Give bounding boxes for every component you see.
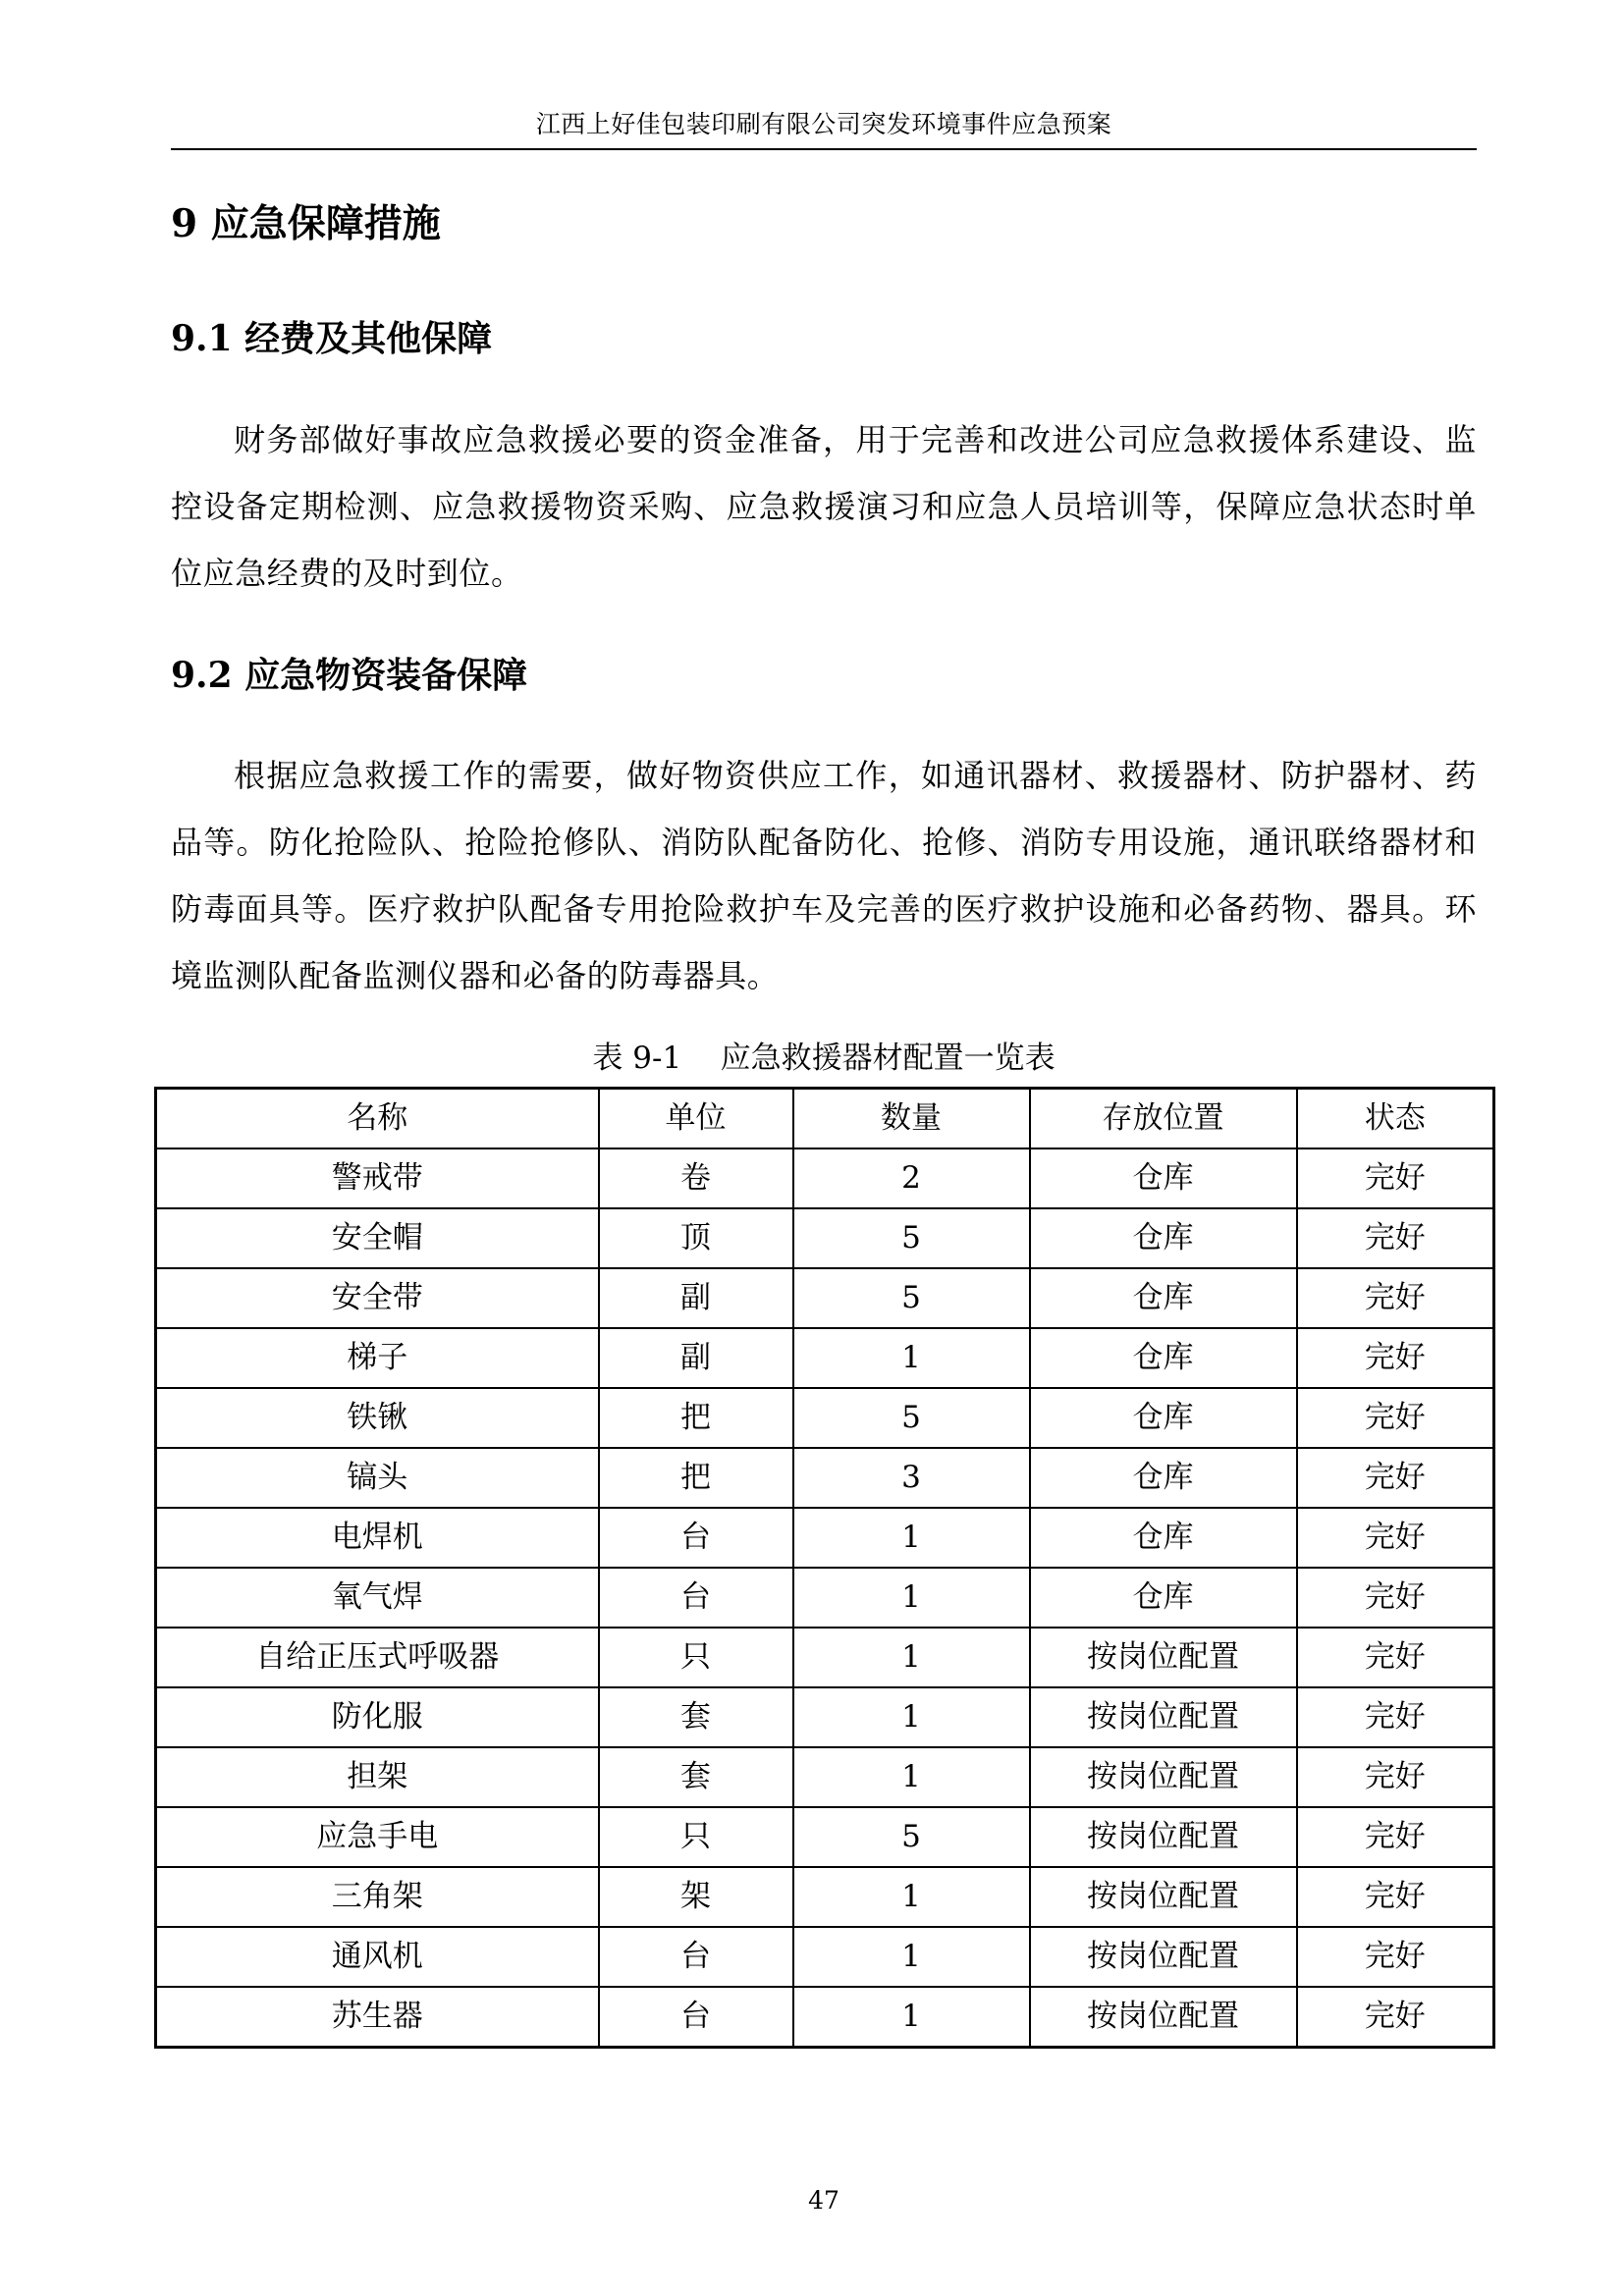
cell-status: 完好 (1297, 1388, 1494, 1448)
cell-location: 按岗位配置 (1030, 1807, 1297, 1867)
cell-quantity: 1 (793, 1687, 1030, 1747)
cell-quantity: 1 (793, 1568, 1030, 1628)
cell-quantity: 1 (793, 1328, 1030, 1388)
table-row (156, 1268, 1494, 1328)
cell-location: 按岗位配置 (1030, 1867, 1297, 1927)
cell-status: 完好 (1297, 1987, 1494, 2048)
cell-name: 担架 (156, 1747, 599, 1807)
cell-unit: 台 (599, 1987, 793, 2048)
cell-name: 防化服 (156, 1687, 599, 1747)
cell-location: 按岗位配置 (1030, 1628, 1297, 1687)
cell-location: 仓库 (1030, 1268, 1297, 1328)
cell-name: 氧气焊 (156, 1568, 599, 1628)
column-header-unit: 单位 (599, 1089, 793, 1149)
cell-location: 按岗位配置 (1030, 1747, 1297, 1807)
cell-status: 完好 (1297, 1328, 1494, 1388)
table-row (156, 1448, 1494, 1508)
section-title: 9 应急保障措施 (171, 201, 441, 246)
table-caption: 表 9-1 应急救援器材配置一览表 (592, 1041, 1056, 1076)
cell-unit: 套 (599, 1687, 793, 1747)
table-row (156, 1508, 1494, 1568)
cell-quantity: 1 (793, 1508, 1030, 1568)
paragraph-funding: 财务部做好事故应急救援必要的资金准备，用于完善和改进公司应急救援体系建设、监控设备定期检测、应急救援物资采购、应急救援演习和应急人员培训等，保障应急状态时单位应急经费的及时到位。 (171, 421, 1477, 592)
cell-name: 自给正压式呼吸器 (156, 1628, 599, 1687)
cell-status: 完好 (1297, 1807, 1494, 1867)
cell-status: 完好 (1297, 1208, 1494, 1268)
cell-location: 仓库 (1030, 1568, 1297, 1628)
table-row (156, 1867, 1494, 1927)
cell-unit: 卷 (599, 1148, 793, 1208)
table-row (156, 1208, 1494, 1268)
cell-status: 完好 (1297, 1508, 1494, 1568)
table-row (156, 1388, 1494, 1448)
equipment-table-wrapper (154, 1087, 1495, 2049)
paragraph-materials: 根据应急救援工作的需要，做好物资供应工作，如通讯器材、救援器材、防护器材、药品等。防化抢险队、抢险抢修队、消防队配备防化、抢修、消防专用设施，通讯联络器材和防毒面具等。医疗救护队配备专用抢险救护车及完善的医疗救护设施和必备药物、器具。环境监测队配备监测仪器和必备的防毒器具。 (171, 757, 1477, 994)
table-row (156, 1927, 1494, 1987)
running-header: 江西上好佳包装印刷有限公司突发环境事件应急预案 (535, 110, 1112, 138)
cell-location: 仓库 (1030, 1208, 1297, 1268)
cell-name: 安全带 (156, 1268, 599, 1328)
cell-status: 完好 (1297, 1628, 1494, 1687)
cell-status: 完好 (1297, 1747, 1494, 1807)
column-header-location: 存放位置 (1030, 1089, 1297, 1149)
cell-location: 仓库 (1030, 1148, 1297, 1208)
cell-location: 仓库 (1030, 1328, 1297, 1388)
cell-name: 梯子 (156, 1328, 599, 1388)
cell-location: 仓库 (1030, 1448, 1297, 1508)
cell-location: 仓库 (1030, 1388, 1297, 1448)
table-header-row (156, 1089, 1494, 1149)
cell-quantity: 5 (793, 1807, 1030, 1867)
cell-status: 完好 (1297, 1148, 1494, 1208)
cell-location: 按岗位配置 (1030, 1987, 1297, 2048)
cell-status: 完好 (1297, 1568, 1494, 1628)
cell-unit: 台 (599, 1927, 793, 1987)
cell-name: 应急手电 (156, 1807, 599, 1867)
table-row (156, 1148, 1494, 1208)
cell-quantity: 1 (793, 1628, 1030, 1687)
cell-unit: 台 (599, 1568, 793, 1628)
column-header-quantity: 数量 (793, 1089, 1030, 1149)
cell-status: 完好 (1297, 1867, 1494, 1927)
subsection-title-funding: 9.1 经费及其他保障 (171, 318, 493, 359)
table-row (156, 1807, 1494, 1867)
cell-quantity: 1 (793, 1927, 1030, 1987)
cell-unit: 台 (599, 1508, 793, 1568)
cell-status: 完好 (1297, 1927, 1494, 1987)
cell-quantity: 5 (793, 1208, 1030, 1268)
cell-name: 通风机 (156, 1927, 599, 1987)
cell-quantity: 1 (793, 1867, 1030, 1927)
cell-location: 按岗位配置 (1030, 1927, 1297, 1987)
cell-name: 警戒带 (156, 1148, 599, 1208)
cell-unit: 副 (599, 1268, 793, 1328)
header-rule (171, 148, 1477, 150)
table-row (156, 1568, 1494, 1628)
cell-name: 电焊机 (156, 1508, 599, 1568)
cell-location: 仓库 (1030, 1508, 1297, 1568)
cell-unit: 只 (599, 1628, 793, 1687)
column-header-status: 状态 (1297, 1089, 1494, 1149)
cell-status: 完好 (1297, 1448, 1494, 1508)
table-row (156, 1328, 1494, 1388)
cell-name: 苏生器 (156, 1987, 599, 2048)
table-row (156, 1747, 1494, 1807)
cell-location: 按岗位配置 (1030, 1687, 1297, 1747)
cell-name: 铁锹 (156, 1388, 599, 1448)
cell-quantity: 5 (793, 1268, 1030, 1328)
page-number: 47 (808, 2186, 839, 2215)
cell-quantity: 5 (793, 1388, 1030, 1448)
cell-quantity: 3 (793, 1448, 1030, 1508)
cell-unit: 顶 (599, 1208, 793, 1268)
cell-unit: 套 (599, 1747, 793, 1807)
cell-quantity: 1 (793, 1987, 1030, 2048)
cell-name: 三角架 (156, 1867, 599, 1927)
cell-status: 完好 (1297, 1268, 1494, 1328)
column-header-name: 名称 (156, 1089, 599, 1149)
cell-name: 安全帽 (156, 1208, 599, 1268)
cell-quantity: 2 (793, 1148, 1030, 1208)
equipment-table (154, 1087, 1495, 2049)
cell-status: 完好 (1297, 1687, 1494, 1747)
cell-unit: 把 (599, 1388, 793, 1448)
table-body (156, 1148, 1494, 2048)
cell-unit: 只 (599, 1807, 793, 1867)
table-row (156, 1628, 1494, 1687)
table-row (156, 1687, 1494, 1747)
cell-unit: 把 (599, 1448, 793, 1508)
cell-quantity: 1 (793, 1747, 1030, 1807)
cell-name: 镐头 (156, 1448, 599, 1508)
cell-unit: 架 (599, 1867, 793, 1927)
table-row (156, 1987, 1494, 2048)
cell-unit: 副 (599, 1328, 793, 1388)
subsection-title-materials: 9.2 应急物资装备保障 (171, 655, 528, 696)
